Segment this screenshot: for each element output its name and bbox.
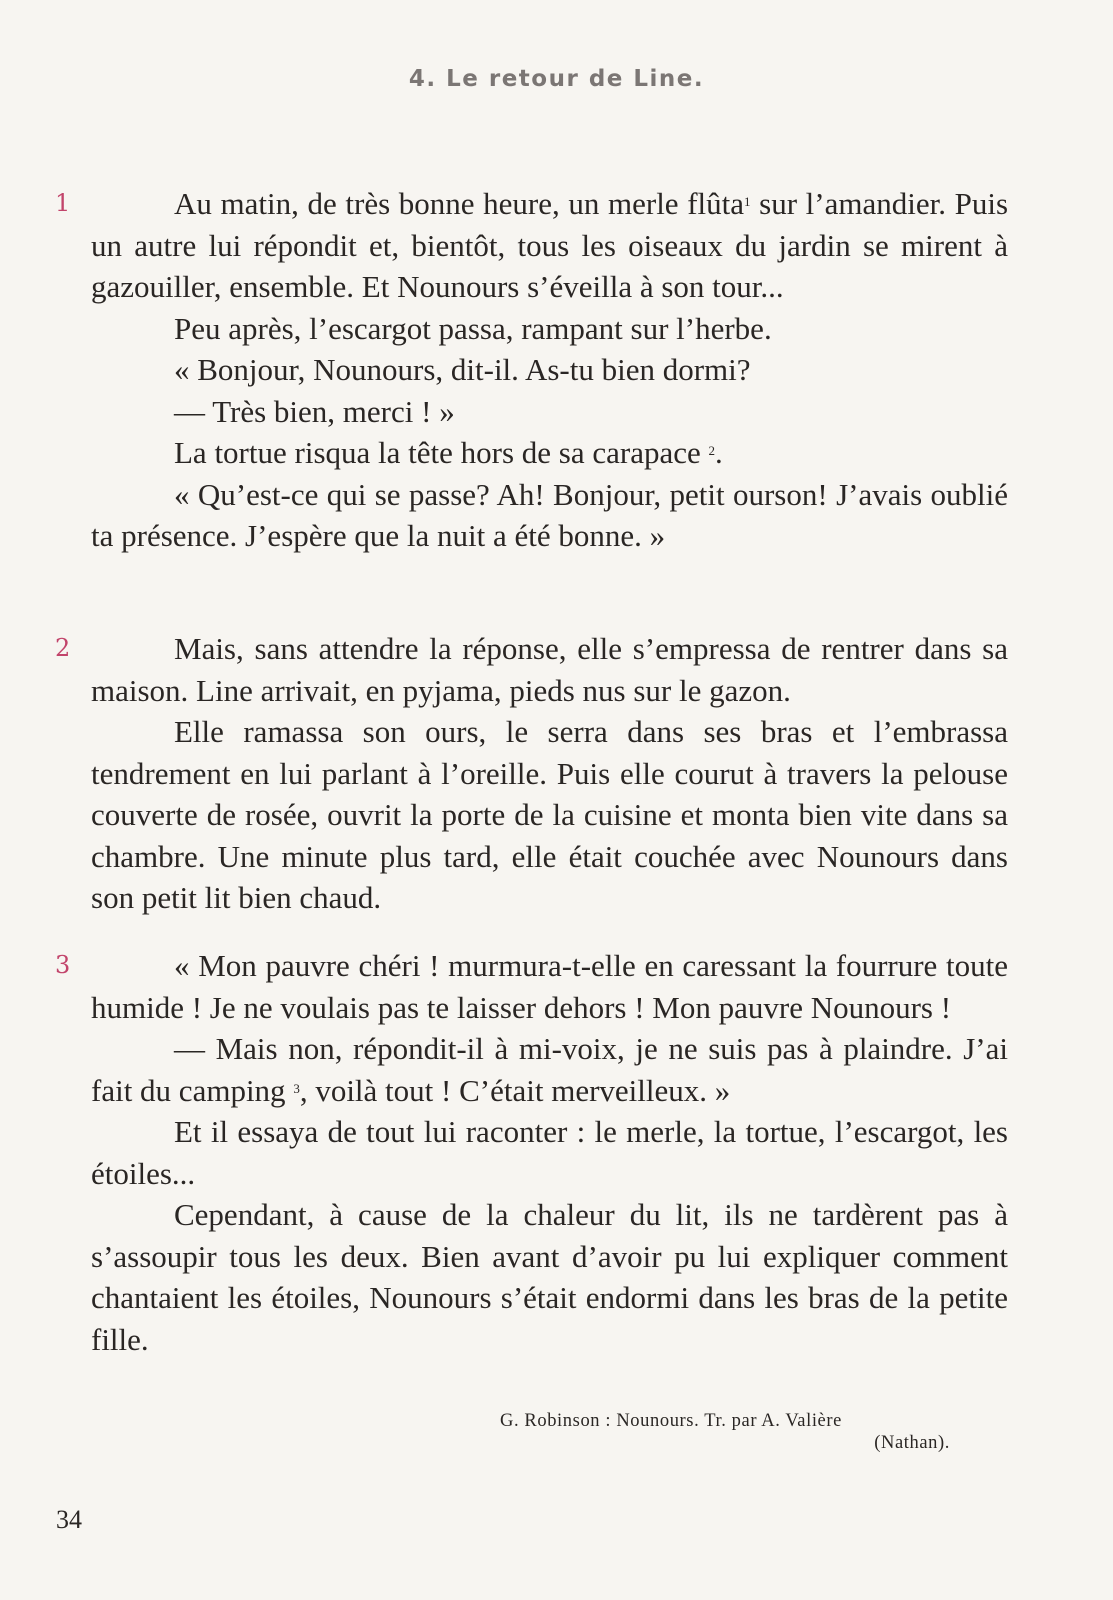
text-line: — Très bien, merci ! » [174,393,455,429]
section-3 [55,945,1008,1360]
text-line: La tortue risqua la tête hors de sa carapace $^2$. [174,435,723,470]
paragraph: « Mon pauvre chéri ! murmura-t-elle en caressant la fourrure toute humide ! Je ne voulais pas te laisser dehors ! Mon pauvre Nounours ! [91,948,1008,1025]
paragraph: Et il essaya de tout lui raconter : le merle, la tortue, l’escargot, les étoiles... [91,1114,1008,1191]
citation-publisher: (Nathan). [874,1433,950,1453]
section-2 [55,628,1008,919]
section-number: 3 [55,951,71,979]
page-number: 34 [56,1505,82,1534]
text-line: Peu après, l’escargot passa, rampant sur l’herbe. [174,310,772,346]
footnote-marker: 3 [293,1080,300,1096]
paragraph: Cependant, à cause de la chaleur du lit, ils ne tardèrent pas à s’assoupir tous les deux. Bien avant d’avoir pu lui expliquer comment chantaient les étoiles, Nounours s’était endormi dans les bras de la petite fille. [91,1197,1008,1357]
text-line: « Bonjour, Nounours, dit-il. As-tu bien dormi? [174,352,751,387]
section-number: 2 [55,634,71,662]
footnote-marker: 2 [708,443,715,458]
footnote-marker: 1 [744,194,751,209]
paragraph: « Qu’est-ce qui se passe? Ah! Bonjour, petit ourson! J’avais oublié ta présence. J’espère que la nuit a été bonne. » [91,476,1008,553]
citation [500,1410,950,1454]
section-1 [55,183,1009,557]
page-title: 4. Le retour de Line. [408,66,705,92]
paragraph: — Mais non, répondit-il à mi-voix, je ne suis pas à plaindre. J’ai fait du camping $^3$, voilà tout ! C’était merveilleux. » [91,1031,1008,1108]
paragraph: Mais, sans attendre la réponse, elle s’empressa de rentrer dans sa maison. Line arrivait, en pyjama, pieds nus sur le gazon. [91,631,1008,708]
paragraph: Elle ramassa son ours, le serra dans ses bras et l’embrassa tendrement en lui parlant à l’oreille. Puis elle courut à travers la pelouse couverte de rosée, ouvrit la porte de la cuisine et monta bien vite dans sa chambre. Une minute plus tard, elle était couchée avec Nounours dans son petit lit bien chaud. [91,714,1008,915]
section-number: 1 [55,189,71,217]
paragraph: Au matin, de très bonne heure, un merle flûta$^1$ sur l’amandier. Puis un autre lui répondit et, bientôt, tous les oiseaux du jardin se mirent à gazouiller, ensemble. Et Nounours s’éveilla à son tour... [91,186,1009,304]
citation-source: G. Robinson : Nounours. Tr. par A. Valière [500,1411,842,1431]
